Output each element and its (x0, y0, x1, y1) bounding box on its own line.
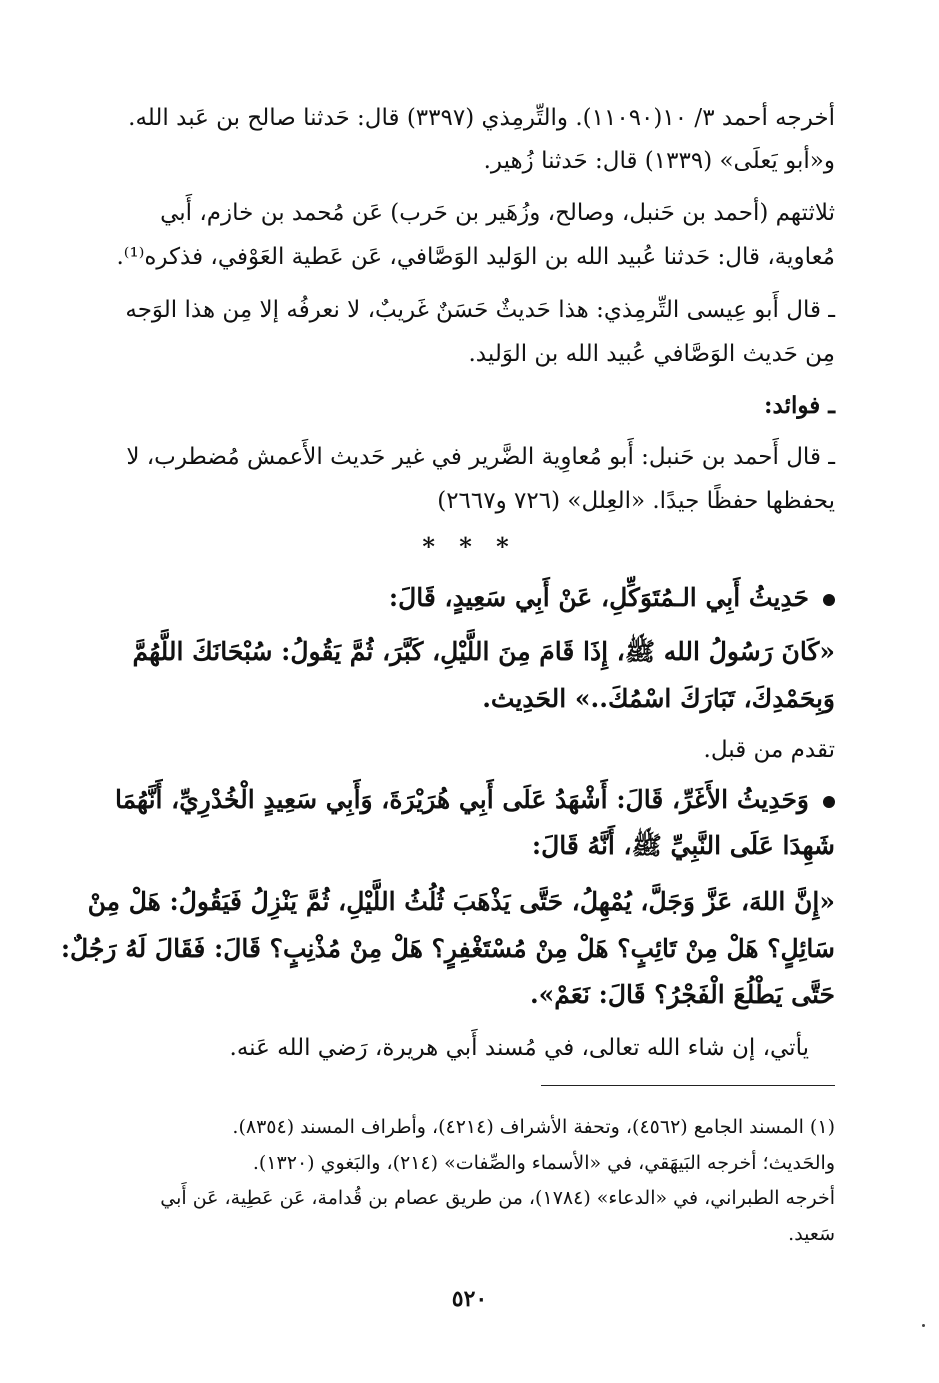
footnote-line: (١) المسند الجامع (٤٥٦٢)، وتحفة الأشراف (٤٢١٤)، وأطراف المسند (٨٣٥٤). (232, 1116, 835, 1138)
hadith-text-line: وَبِحَمْدِكَ، تَبَارَكَ اسْمُكَ..» الحَدِيث. (482, 684, 835, 713)
hadith-intro (389, 576, 835, 620)
text-line: ـ قال أَحمد بن حَنبل: أَبو مُعاوِية الضَّرير في غير حَديث الأَعمش مُضطرب، لا (126, 444, 835, 470)
text-line: يأتي، إن شاء الله تعالى، في مُسند أَبي هريرة، رَضي الله عَنه. (229, 1035, 809, 1061)
hadith-intro-line: شَهِدَا عَلَى النَّبِيِّ ﷺ، أَنَّهُ قَالَ: (531, 831, 835, 860)
bullet-icon (823, 594, 835, 606)
bullet-icon (823, 796, 835, 808)
text-line: مُعاوية، قال: حَدثنا عُبيد الله بن الوَليد الوَصَّافي، عَن عَطية العَوْفي، فذكره⁽¹⁾. (116, 244, 835, 270)
section-heading: ـ فوائد: (764, 392, 835, 419)
hadith-intro-text: وَحَدِيثُ الأَغَرِّ، قَالَ: أَشْهَدُ عَلَى أَبِي هُرَيْرَةَ، وَأَبِي سَعِيدٍ الْخُدْرِيِّ، أَنَّهُمَا (114, 785, 809, 814)
hadith-text-line: سَائِلٍ؟ هَلْ مِنْ تَائِبٍ؟ هَلْ مِنْ مُسْتَغْفِرٍ؟ هَلْ مِنْ مُذْنِبٍ؟ قَالَ: فَقَالَ لَهُ رَجُلٌ: (60, 934, 835, 963)
hadith-text-line: «كَانَ رَسُولُ الله ﷺ، إِذَا قَامَ مِنَ اللَّيْلِ، كَبَّرَ، ثُمَّ يَقُولُ: سُبْحَانَكَ اللَّهُمَّ (132, 637, 835, 666)
footnote-line: أخرجه الطبراني، في «الدعاء» (١٧٨٤)، من طريق عصام بن قُدامة، عَن عَطِية، عَن أَبي (160, 1187, 835, 1209)
hadith-text-line: حَتَّى يَطْلُعَ الْفَجْرُ؟ قَالَ: نَعَمْ». (529, 980, 835, 1009)
page-number: ٥٢٠ (451, 1286, 488, 1312)
text-line: ثلاثتهم (أحمد بن حَنبل، وصالح، وزُهَير بن حَرب) عَن مُحمد بن خازم، أَبي (160, 200, 835, 226)
hadith-text-line: «إِنَّ اللهَ، عَزَّ وَجَلَّ، يُمْهِلُ، حَتَّى يَذْهَبَ ثُلُثُ اللَّيْلِ، ثُمَّ يَنْزِلُ فَيَقُولُ: هَلْ مِنْ (87, 887, 835, 916)
text-line: مِن حَديث الوَصَّافي عُبيد الله بن الوَليد. (468, 341, 835, 367)
footnote-line: سَعيد. (788, 1223, 835, 1245)
text-line: تقدم من قبل. (703, 737, 835, 763)
footnote-line: والحَديث؛ أخرجه البَيهَقي، في «الأسماء والصِّفات» (٢١٤)، والبَغوي (١٣٢٠). (252, 1152, 835, 1174)
hadith-intro-text: حَدِيثُ أَبِي الـمُتَوَكِّلِ، عَنْ أَبِي سَعِيدٍ، قَالَ: (388, 583, 809, 612)
text-line: و«أبو يَعلَى» (١٣٣٩) قال: حَدثنا زُهير. (483, 148, 835, 174)
text-line: ـ قال أَبو عِيسى التِّرمِذي: هذا حَديثٌ حَسَنٌ غَريبٌ، لا نعرفُه إلا مِن هذا الوَجه (125, 297, 835, 323)
text-line: أخرجه أحمد ٣/ ١٠(١١٠٩٠). والتِّرمِذي (٣٣٩٧) قال: حَدثنا صالح بن عَبد الله. (128, 105, 835, 131)
text-line: يحفظها حفظًا جيدًا. «العِلل» (٧٢٦ و٢٦٦٧) (437, 488, 835, 514)
section-separator: * * * (422, 532, 517, 561)
footnote-divider (541, 1085, 835, 1086)
hadith-intro (115, 778, 835, 822)
scan-speck (922, 1324, 925, 1327)
